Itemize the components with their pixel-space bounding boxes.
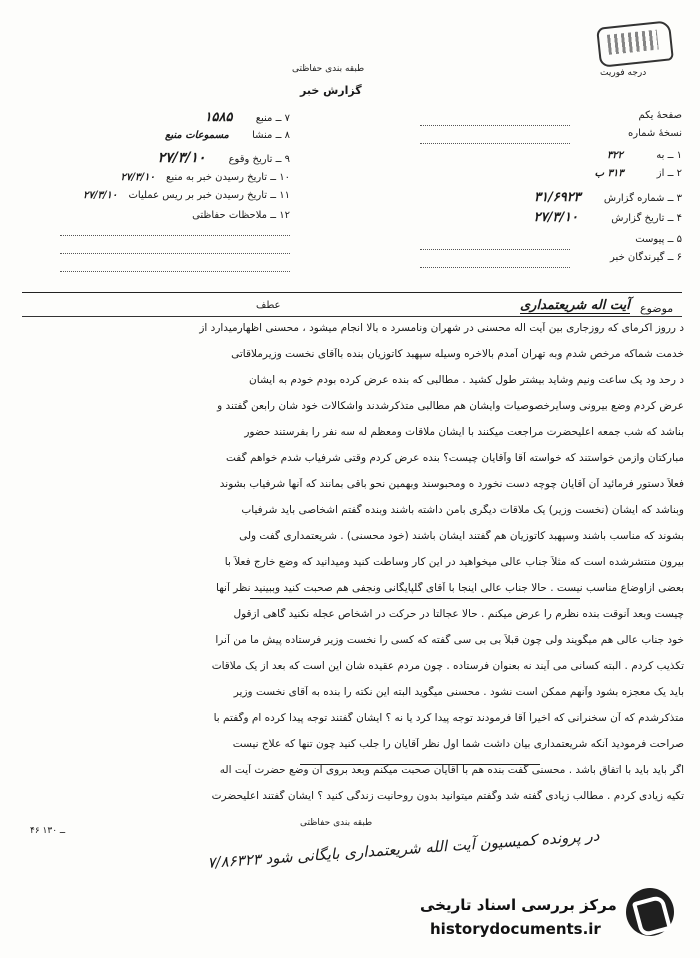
dotted-line [60,234,290,236]
body-line: د رحد ود یک ساعت ونیم وشاید بیشتر طول کشید . مطالبی که بنده عرض کرده بودم خودم به ایشان [249,374,684,386]
remark-label: عطف [256,300,281,311]
dotted-line [420,266,570,268]
field-occurrence-date: ۹ ــ تاریخ وقوع ۲۷/۳/۱۰ [157,150,290,166]
body-line: خدمت شماکه مرخص شدم وبه تهران آمدم بالاخره وسیله سپهبد کاتوزیان بنده باآقای نخست وزیرملاقاتی [231,348,684,360]
body-line: اگر باید باید با اتفاق باشد . محسنی گفت بنده هم با آقایان صحبت میکنم وبعد بروی آن وضع حضرت آیت اله [219,764,684,776]
dotted-line [60,252,290,254]
subject-value: آیت اله شریعتمداری [520,298,630,313]
dotted-line [420,124,570,126]
body-line: چیست وبعد آنوقت بنده نظرم را عرض میکنم . حالا عجالتاً در حرکت در اشخاص عجله نکنید گاهی ازقول [233,608,684,620]
body-line: صراحت فرمودید آنکه شریعتمداری بیان داشت شما اول نظر آقایان را جلب کنید چون تنها که علاج نیست [232,738,684,750]
body-line: بناشد که شب جمعه اعلیحضرت مراجعت میکنند با ایشان ملاقات ومعظم له سه نفر را بفرستند حضور [244,426,684,438]
body-line: بشوند که مناسب باشند وسپهبد کاتوزیان هم گفتند ایشان باشند (خود محسنی) . شریعتمداری گفت ولی [239,530,684,542]
body-line: عرض کردم وضع بیرونی وسایرخصوصیات وایشان هم مطالبی متذکرشدند واشکالات خود شان رابعن گفتند و [217,400,684,412]
field-page: صفحهٔ یکم [638,110,682,121]
handwritten-underline [300,764,540,765]
body-line: تکذیب کردم . البته کسانی می آیند نه بعنوان فرستاده . چون مردم عقیده شان این است که بعد از یک ملاقات [211,660,684,672]
field-news-to-ops-date: ۱۱ ــ تاریخ رسیدن خبر بر ریس عملیات ۲۷/۳/۱۰ [83,190,290,201]
priority-label: درجه فوریت [600,68,647,78]
field-copy-number: نسخهٔ شماره [628,128,682,139]
field-news-to-source-date: ۱۰ ــ تاریخ رسیدن خبر به منبع ۲۷/۳/۱۰ [120,172,290,183]
priority-stamp [596,20,674,68]
body-line: باید یک معجزه بشود وآنهم ممکن است نشود . محسنی میگوید البته این نکته را بنده به آقای نخست وزیر [233,686,684,698]
field-report-number: ۳ ــ شماره گزارش ۳۱/۶۹۲۳ [534,190,682,205]
field-report-date: ۴ ــ تاریخ گزارش ۲۷/۳/۱۰ [533,210,682,225]
body-line: خود جناب عالی هم میگویند ولی چون قبلاً بی بی سی گفته که کسی را نخست وزیر فرستاده پیش ما من آنرا [215,634,684,646]
dotted-line [60,270,290,272]
header-divider [22,292,682,293]
watermark-org-name: مرکز بررسی اسناد تاریخی [420,896,617,914]
body-line: فعلاً دستور فرمائید آن آقایان چوچه دست نخورد ه ومحبوسند وبهمین نحو باقی بمانند که آنها شرفیاب بشوند [219,478,684,490]
body-line: بیرون منتشرشده است که مثلاً جناب عالی میخواهید در این کار وساطت کنید ومیدانید که وضع خارج فعلاً با [224,556,684,568]
subject-divider [22,316,682,317]
body-line: تکیه زیادی کردم . مطالب زیادی گفته شد وگفتم میتوانید بدون روحانیت زندگی کنید ؟ ایشان گفتند اعلیحضرت [211,790,684,802]
dotted-line [420,248,570,250]
body-line: مبارکتان وازمن خواستند که خواسته آقا وآقایان چیست؟ بنده عرض کردم وقتی شرفیاب شدم خواهم گفت [226,452,684,464]
field-recipients: ۶ ــ گیرندگان خبر [610,252,682,263]
report-title: گزارش خبر [300,84,362,97]
field-from: ۲ ــ از ۳۱۳ ب [594,168,682,179]
handwritten-filing-note: در پرونده کمیسیون آیت الله شریعتمداری بایگانی شود ۷/۸۶۳۲۳ [206,826,600,872]
body-line: بعضی ازاوضاع مناسب نیست . حالا جناب عالی اینجا با آقای گلپایگانی ونجفی هم صحبت کنید وببینید نظر آنها [216,582,684,594]
page-code: ۴۶ ــ ۱۳۰ [30,826,66,836]
body-line: وبناشد که ایشان (نخست وزیر) یک ملاقات دیگری بامن داشته باشند وبنده گفتم اشخاصی باید شرفیاب [241,504,684,516]
dotted-line [420,142,570,144]
footer-classification: طبقه بندی حفاظتی [300,818,373,828]
subject-label: موضوع [640,302,674,315]
classification-label: طبقه بندی حفاظتی [292,64,365,74]
field-attachment: ۵ ــ پیوست [635,234,682,245]
field-to: ۱ ــ به ۳۲۲ [606,150,682,161]
field-origin: ۸ ــ منشا مسموعات منبع [165,130,290,141]
watermark-url: historydocuments.ir [430,920,601,938]
field-security-notes: ۱۲ ــ ملاحظات حفاظتی [192,210,290,221]
body-line: متذکرشدم که آن سخنرانی که اخیراً آقا فرمودند توجه پیدا کرد یا نه ؟ ایشان گفتند توجه پیدا کرده ام وگفتم با [213,712,684,724]
field-source: ۷ ــ منبع ۱۵۸۵ [204,110,290,125]
handwritten-underline [250,598,580,599]
body-line: د رروز اکرمای که روزجاری بین آیت اله محسنی در شهران ونامسرد ه بالا انجام میشود ، محسنی اظهارمیدارد از [199,322,684,334]
archive-logo-icon [626,888,674,936]
